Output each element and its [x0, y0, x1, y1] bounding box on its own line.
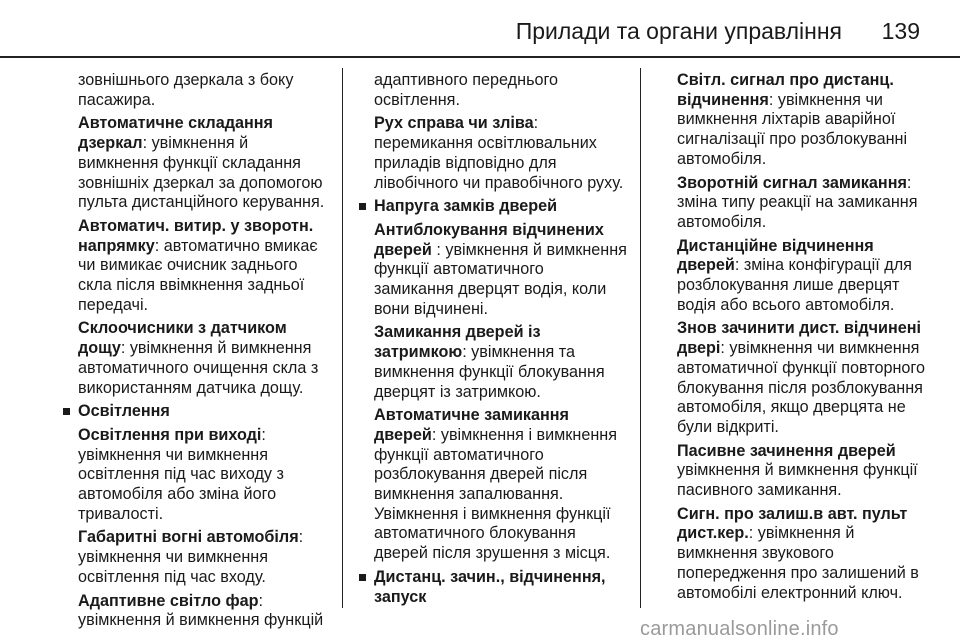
column-1 — [78, 71, 328, 635]
setting-vehicle-locator-lights: Габаритні вогні автомобіля: увімкнення чи вимкнення освітлення під час входу. — [78, 528, 304, 586]
paragraph: адаптивного переднього освітлення. — [374, 71, 559, 109]
section-lighting: Освітлення — [78, 402, 328, 422]
setting-auto-fold-mirrors: Автоматичне складання дзеркал: увімкнення й вимкнення функції складання зовнішніх дзеркал за допомогою пульта дистанційного керування. — [78, 114, 325, 212]
setting-lock-feedback: Зворотній сигнал замикання: зміна типу реакції на замикання автомобіля. — [677, 173, 918, 231]
setting-rain-sensor-wipers: Склоочисники з датчиком дощу: увімкнення й вимкнення автоматичного очищення скла з використанням датчика дощу. — [78, 319, 319, 397]
header-title: Прилади та органи управління — [515, 18, 842, 44]
setting-open-door-antilock: Антиблокування відчинених дверей : увімкнення й вимкнення функції автоматичного замикання дверцят водія, коли вони відчинені. — [374, 220, 627, 318]
setting-exit-lighting: Освітлення при виході: увімкнення чи вимкнення освітлення під час виходу з автомобіля або зміна його тривалості. — [78, 425, 284, 523]
section-door-locks: Напруга замків дверей — [374, 197, 627, 217]
setting-adaptive-headlights: Адаптивне світло фар: увімкнення й вимкнення функцій — [78, 591, 324, 630]
column-divider-2 — [640, 68, 641, 608]
setting-rear-wipe-reverse: Автоматич. витир. у зворотн. напрямку: автоматично вмикає чи вимикає очисник заднього скла після ввімкнення задньої передачі. — [78, 216, 318, 314]
setting-remote-unlock-light: Світл. сигнал про дистанц. відчинення: увімкнення чи вимкнення ліхтарів аварійної сигналізації про розблокуванні автомобіля. — [677, 71, 908, 168]
column-2 — [374, 71, 627, 611]
setting-relock-remote-unlocked: Знов зачинити дист. відчинені двері: увімкнення чи вимкнення автоматичної функції повторного блокування після розблокування автомобіля, якщо дверцята не були відкриті. — [677, 319, 925, 436]
setting-remote-left-in-vehicle-alert: Сигн. про залиш.в авт. пульт дист.кер.: увімкнення й вимкнення звукового попередження про залишений в автомобілі електронний ключ. — [677, 504, 919, 602]
header-rule — [0, 56, 960, 58]
bullet-square-icon — [359, 203, 366, 210]
column-3 — [677, 71, 939, 607]
watermark: carmanualsonline.info — [640, 618, 839, 640]
setting-remote-door-unlock: Дистанційне відчинення дверей: зміна конфігурації для розблокування лише дверцят водія або всього автомобіля. — [677, 236, 912, 314]
page-header — [0, 14, 960, 54]
setting-passive-door-locking: Пасивне зачинення дверей увімкнення й вимкнення функції пасивного замикання. — [677, 441, 918, 500]
setting-delayed-door-lock: Замикання дверей із затримкою: увімкнення та вимкнення функції блокування дверцят із затримкою. — [374, 323, 605, 401]
setting-auto-door-lock: Автоматичне замикання дверей: увімкнення і вимкнення функції автоматичного розблокування дверей після вимкнення запалювання. Увімкнення і вимкнення функції автоматичного блокування дверей після зрушення з місця. — [374, 406, 617, 563]
page-number: 139 — [881, 18, 920, 44]
setting-traffic-side: Рух справа чи зліва: перемикання освітлювальних приладів відповідно для лівобічного чи правобічного руху. — [374, 114, 624, 192]
column-divider-1 — [342, 68, 343, 608]
bullet-square-icon — [359, 574, 366, 581]
bullet-square-icon — [63, 408, 70, 415]
section-remote-lock-start: Дистанц. зачин., відчинення, запуск — [374, 568, 627, 607]
paragraph: зовнішнього дзеркала з боку пасажира. — [78, 71, 294, 109]
